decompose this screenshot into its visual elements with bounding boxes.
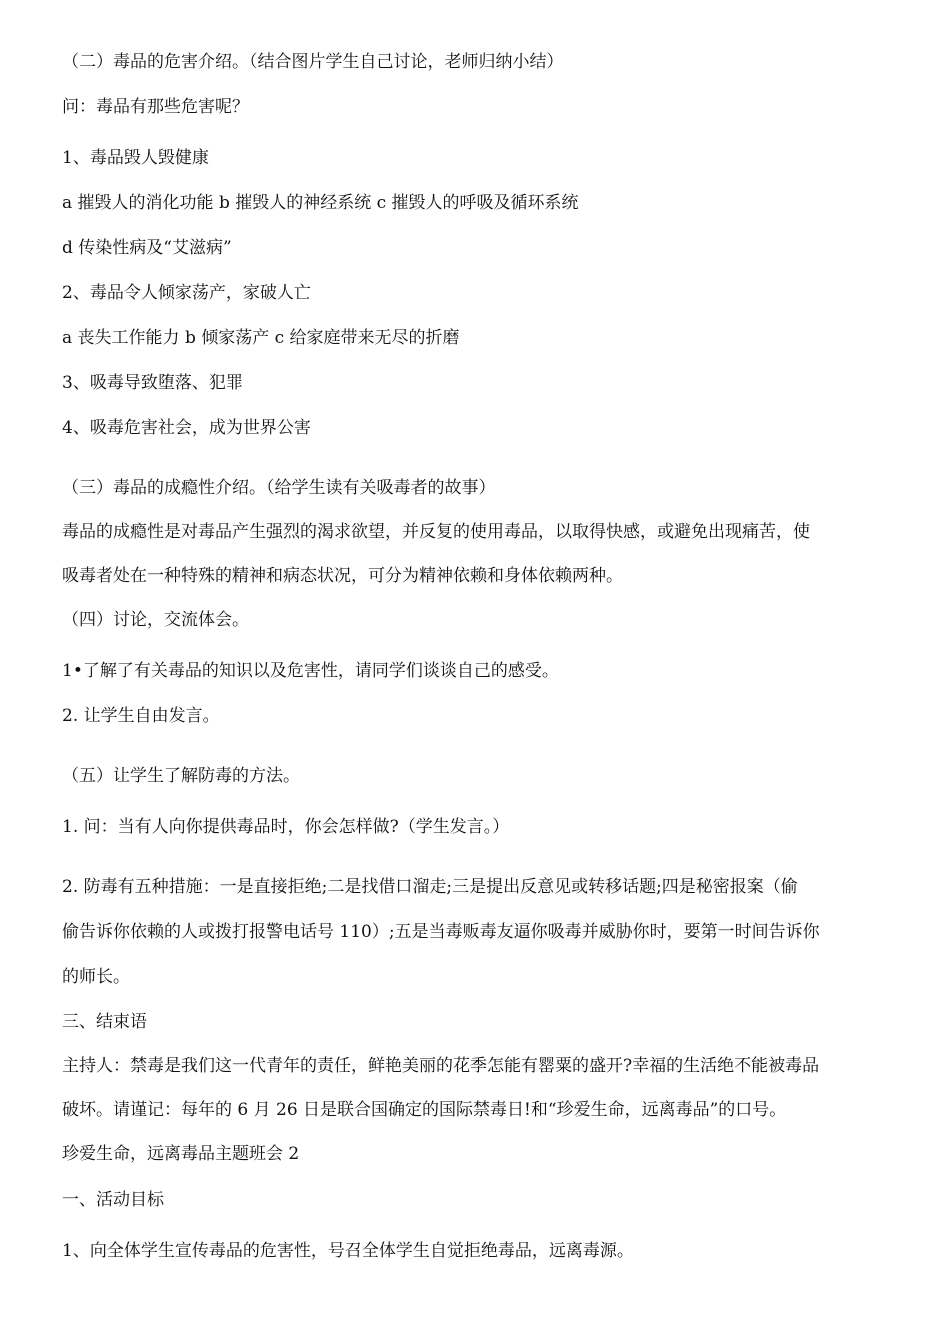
question-line: 问：毒品有那些危害呢？ [62, 97, 249, 117]
prevention-item-2-line: 2. 防毒有五种措施：一是直接拒绝;二是找借口溜走;三是提出反意见或转移话题;四是秘密报案（偷 [62, 877, 798, 897]
objective-item-1: 1、向全体学生宣传毒品的危害性，号召全体学生自觉拒绝毒品，远离毒源。 [62, 1241, 634, 1261]
section-heading-discussion: （四）讨论，交流体会。 [62, 610, 249, 630]
section-heading-addiction: （三）毒品的成瘾性介绍。（给学生读有关吸毒者的故事） [62, 478, 496, 498]
prevention-item-2-line: 的师长。 [62, 967, 130, 987]
discussion-item-1: 1•了解了有关毒品的知识以及危害性，请同学们谈谈自己的感受。 [62, 661, 559, 681]
prevention-item-2-line: 偷告诉你依赖的人或拨打报警电话号 110）;五是当毒贩毒友逼你吸毒并威胁你时，要第一时间告诉你 [62, 922, 820, 942]
closing-paragraph-line: 主持人：禁毒是我们这一代青年的责任，鲜艳美丽的花季怎能有罂粟的盛开?幸福的生活绝不能被毒品 [62, 1056, 820, 1076]
list-item-2: 2、毒品令人倾家荡产，家破人亡 [62, 283, 311, 303]
paragraph-line: 毒品的成瘾性是对毒品产生强烈的渴求欲望，并反复的使用毒品，以取得快感，或避免出现痛苦，使 [62, 522, 810, 542]
list-subitems-abc-2: a 丧失工作能力 b 倾家荡产 c 给家庭带来无尽的折磨 [62, 328, 460, 348]
list-item-1: 1、毒品毁人毁健康 [62, 148, 209, 168]
section-heading-objectives: 一、活动目标 [62, 1190, 164, 1210]
section-heading-drug-harms: （二）毒品的危害介绍。（结合图片学生自己讨论，老师归纳小结） [62, 52, 564, 72]
section-heading-prevention: （五）让学生了解防毒的方法。 [62, 766, 300, 786]
prevention-item-1: 1. 问：当有人向你提供毒品时，你会怎样做?（学生发言。） [62, 817, 510, 837]
paragraph-line: 吸毒者处在一种特殊的精神和病态状况，可分为精神依赖和身体依赖两种。 [62, 566, 623, 586]
list-item-4: 4、吸毒危害社会，成为世界公害 [62, 418, 311, 438]
discussion-item-2: 2. 让学生自由发言。 [62, 706, 220, 726]
list-subitems-abc: a 摧毁人的消化功能 b 摧毁人的神经系统 c 摧毁人的呼吸及循环系统 [62, 193, 579, 213]
closing-paragraph-line: 破坏。请谨记：每年的 6 月 26 日是联合国确定的国际禁毒日!和“珍爱生命，远离毒品”的口号。 [62, 1100, 787, 1120]
list-subitem-d: d 传染性病及“艾滋病” [62, 238, 232, 258]
list-item-3: 3、吸毒导致堕落、犯罪 [62, 373, 243, 393]
section-heading-closing: 三、结束语 [62, 1012, 147, 1032]
title-line: 珍爱生命，远离毒品主题班会 2 [62, 1144, 300, 1164]
